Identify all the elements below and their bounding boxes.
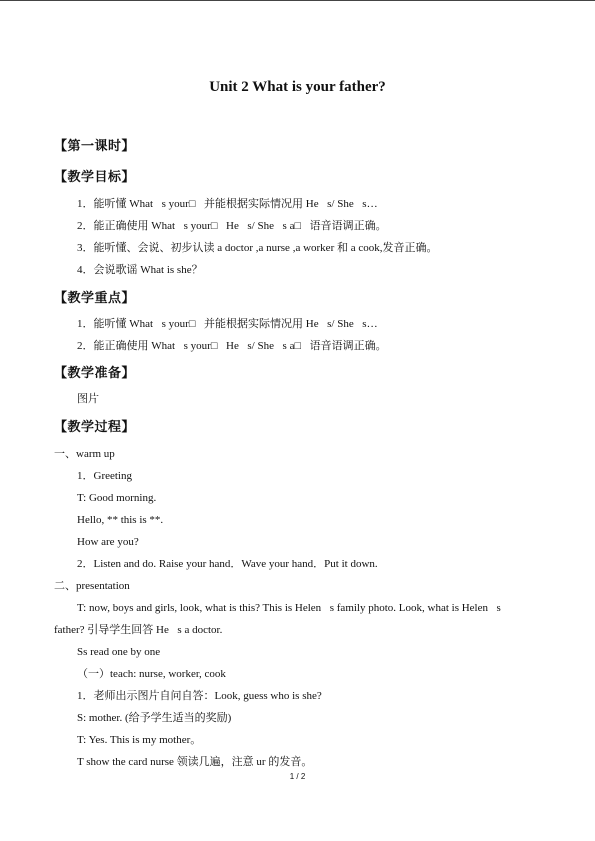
objective-1: 1．能听懂 What s your□？并能根据实际情况用 He s/ She s… bbox=[77, 198, 378, 210]
section-presentation: 二、presentation bbox=[54, 580, 130, 592]
process-line: Hello, ** this is **. bbox=[77, 514, 164, 526]
process-line: （一）teach: nurse, worker, cook bbox=[77, 668, 226, 680]
document-title: Unit 2 What is your father? bbox=[209, 79, 386, 95]
objective-3: 3．能听懂、会说、初步认读 a doctor ,a nurse ,a worker 和 a cook,发音正确。 bbox=[77, 242, 438, 254]
process-line: S: mother. (给予学生适当的奖励) bbox=[77, 712, 232, 724]
process-line: 1．Greeting bbox=[77, 470, 132, 482]
heading-key-points: 【教学重点】 bbox=[54, 291, 136, 306]
process-line: Ss read one by one bbox=[77, 646, 161, 658]
heading-process: 【教学过程】 bbox=[54, 420, 136, 435]
top-border bbox=[0, 0, 595, 1]
key-point-1: 1．能听懂 What s your□？并能根据实际情况用 He s/ She s… bbox=[77, 318, 378, 330]
process-line: T show the card nurse 领读几遍，注意 ur 的发音。 bbox=[77, 756, 313, 768]
process-line: father? 引导学生回答 He s a doctor. bbox=[54, 624, 223, 636]
process-line: 1．老师出示图片自问自答：Look, guess who is she? bbox=[77, 690, 322, 702]
key-point-2: 2．能正确使用 What s your□？He s/ She s a□，语音语调正确。 bbox=[77, 340, 387, 352]
process-line: How are you? bbox=[77, 536, 139, 548]
process-line: T: Yes. This is my mother。 bbox=[77, 734, 202, 746]
heading-preparation: 【教学准备】 bbox=[54, 366, 136, 381]
section-warm-up: 一、warm up bbox=[54, 448, 115, 460]
objective-2: 2．能正确使用 What s your□？He s/ She s a□，语音语调正确。 bbox=[77, 220, 387, 232]
objective-4: 4．会说歌谣 What is she？ bbox=[77, 264, 203, 276]
heading-lesson-one: 【第一课时】 bbox=[54, 139, 136, 154]
process-line: T: now, boys and girls, look, what is this? This is Helen s family photo. Look, what is Helen s bbox=[77, 602, 501, 614]
preparation-item: 图片 bbox=[77, 393, 99, 405]
process-line: T: Good morning. bbox=[77, 492, 157, 504]
page-number: 1 / 2 bbox=[289, 772, 306, 781]
heading-objectives: 【教学目标】 bbox=[54, 170, 136, 185]
process-line: 2．Listen and do. Raise your hand．Wave your hand．Put it down. bbox=[77, 558, 378, 570]
